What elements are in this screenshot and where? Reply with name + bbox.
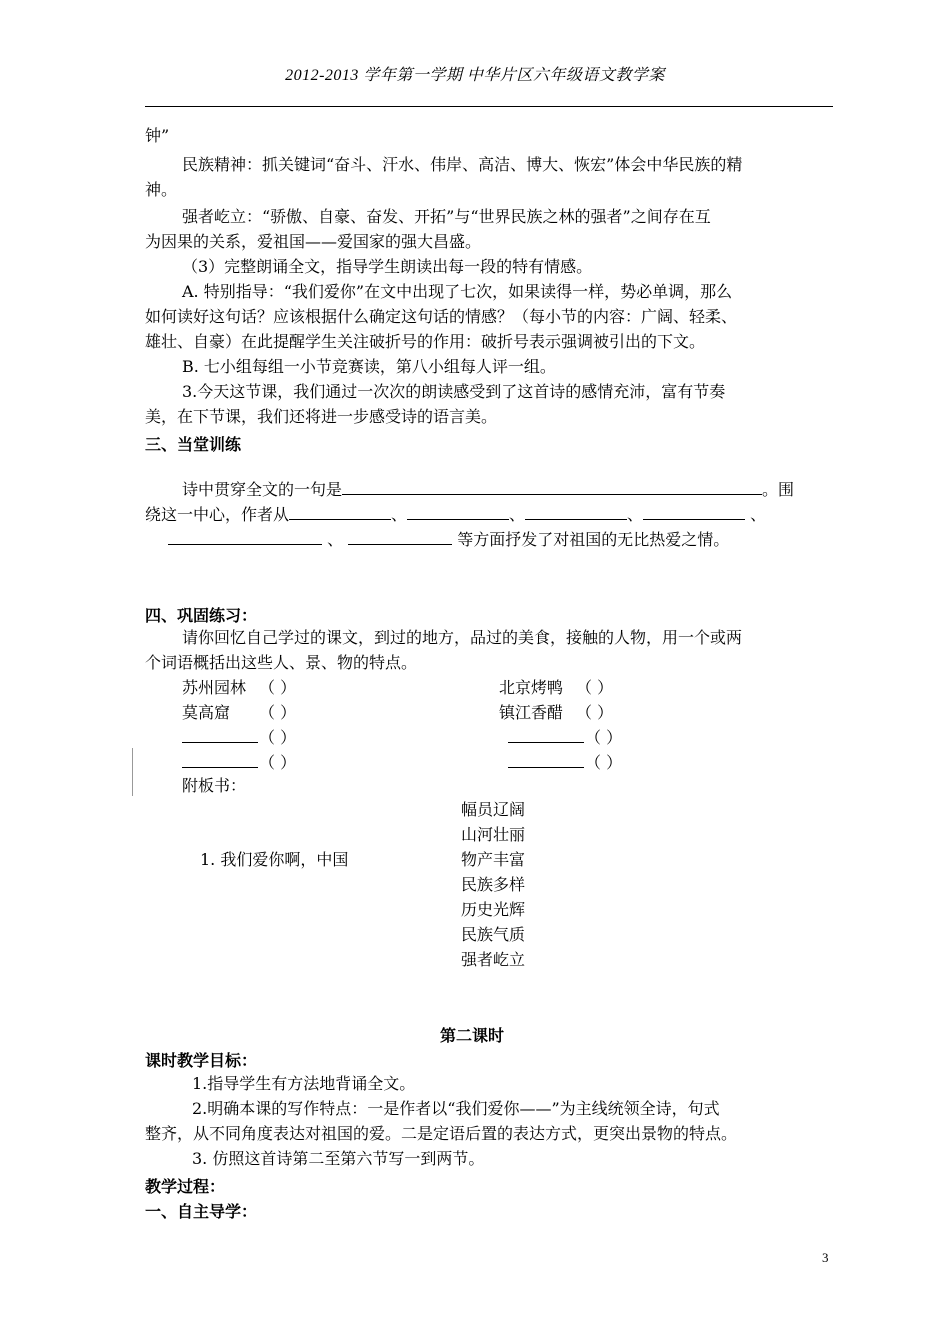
board-item: 山河壮丽 — [461, 825, 526, 844]
fill-text: 。围 — [762, 480, 795, 499]
text-line: 为因果的关系，爱祖国——爱国家的强大昌盛。 — [145, 232, 482, 251]
answer-blank[interactable] — [289, 505, 391, 520]
answer-blank[interactable] — [342, 480, 762, 495]
margin-line — [132, 748, 133, 796]
item-name: 北京烤鸭 — [499, 678, 564, 697]
board-item: 强者屹立 — [461, 950, 526, 969]
item-paren: （ ） — [259, 678, 297, 697]
answer-blank[interactable] — [508, 742, 584, 743]
text-line: 雄壮、自豪）在此提醒学生关注破折号的作用：破折号表示强调被引出的下文。 — [145, 332, 706, 351]
text-line: B. 七小组每组一小节竞赛读，第八小组每人评一组。 — [182, 357, 556, 376]
board-item: 民族多样 — [461, 875, 526, 894]
fill-line-2 — [145, 505, 766, 525]
answer-blank[interactable] — [168, 530, 322, 545]
board-main: 1. 我们爱你啊，中国 — [200, 850, 349, 869]
item-name: 莫高窟 — [182, 703, 231, 722]
board-label: 附板书： — [182, 776, 247, 795]
fill-text: 绕这一中心，作者从 — [145, 505, 290, 524]
answer-blank[interactable] — [407, 505, 509, 520]
fill-text: 诗中贯穿全文的一句是 — [182, 480, 343, 499]
item-paren: （ ） — [259, 753, 297, 772]
text-line: （3）完整朗诵全文，指导学生朗读出每一段的特有情感。 — [182, 257, 593, 276]
text-line: 神。 — [145, 180, 178, 199]
answer-blank[interactable] — [182, 767, 258, 768]
section-heading: 教学过程： — [145, 1177, 226, 1196]
item-paren: （ ） — [585, 728, 623, 747]
separator: 、 — [327, 530, 344, 549]
text-line: 如何读好这句话？应该根据什么确定这句话的情感？（每小节的内容：广阔、轻柔、 — [145, 307, 738, 326]
text-line: 强者屹立：“骄傲、自豪、奋发、开拓”与“世界民族之林的强者”之间存在互 — [182, 207, 711, 226]
answer-blank[interactable] — [348, 530, 452, 545]
item-name: 苏州园林 — [182, 678, 247, 697]
text-line: 个词语概括出这些人、景、物的特点。 — [145, 653, 418, 672]
page-header: 2012-2013 学年第一学期 中华片区六年级语文教学案 — [285, 67, 665, 84]
answer-blank[interactable] — [643, 505, 745, 520]
separator: 、 — [750, 505, 767, 524]
board-item: 民族气质 — [461, 925, 526, 944]
goal-line: 2.明确本课的写作特点：一是作者以“我们爱你——”为主线统领全诗，句式 — [192, 1099, 720, 1118]
text-line: 美，在下节课，我们还将进一步感受诗的语言美。 — [145, 407, 498, 426]
lesson-title: 第二课时 — [440, 1026, 505, 1045]
item-paren: （ ） — [576, 678, 614, 697]
goal-line: 整齐，从不同角度表达对祖国的爱。二是定语后置的表达方式，更突出景物的特点。 — [145, 1124, 738, 1143]
fill-text: 等方面抒发了对祖国的无比热爱之情。 — [457, 530, 730, 549]
text-line: 3.今天这节课，我们通过一次次的朗读感受到了这首诗的感情充沛，富有节奏 — [182, 382, 726, 401]
board-item: 物产丰富 — [461, 850, 526, 869]
goal-line: 1.指导学生有方法地背诵全文。 — [192, 1074, 416, 1093]
text-line: 钟” — [145, 126, 170, 145]
separator: 、 — [391, 505, 408, 524]
section-heading: 四、巩固练习： — [145, 606, 258, 625]
answer-blank[interactable] — [182, 742, 258, 743]
section-heading: 三、当堂训练 — [145, 435, 242, 454]
section-heading: 一、自主导学： — [145, 1202, 258, 1221]
header-rule — [145, 106, 833, 107]
separator: 、 — [509, 505, 526, 524]
text-line: 请你回忆自己学过的课文，到过的地方，品过的美食，接触的人物，用一个或两 — [182, 628, 743, 647]
answer-blank[interactable] — [525, 505, 627, 520]
page-number: 3 — [822, 1250, 829, 1265]
text-line: A. 特别指导：“我们爱你”在文中出现了七次，如果读得一样，势必单调，那么 — [182, 282, 733, 301]
board-item: 幅员辽阔 — [461, 800, 526, 819]
separator: 、 — [627, 505, 644, 524]
text-line: 民族精神：抓关键词“奋斗、汗水、伟岸、高洁、博大、恢宏”体会中华民族的精 — [182, 155, 743, 174]
answer-blank[interactable] — [508, 767, 584, 768]
item-paren: （ ） — [259, 703, 297, 722]
item-paren: （ ） — [585, 753, 623, 772]
goal-line: 3. 仿照这首诗第二至第六节写一到两节。 — [192, 1149, 485, 1168]
fill-line-1 — [182, 480, 794, 500]
item-name: 镇江香醋 — [499, 703, 564, 722]
item-paren: （ ） — [259, 728, 297, 747]
fill-line-3 — [168, 530, 729, 550]
item-paren: （ ） — [576, 703, 614, 722]
section-heading: 课时教学目标： — [145, 1051, 258, 1070]
board-item: 历史光辉 — [461, 900, 526, 919]
